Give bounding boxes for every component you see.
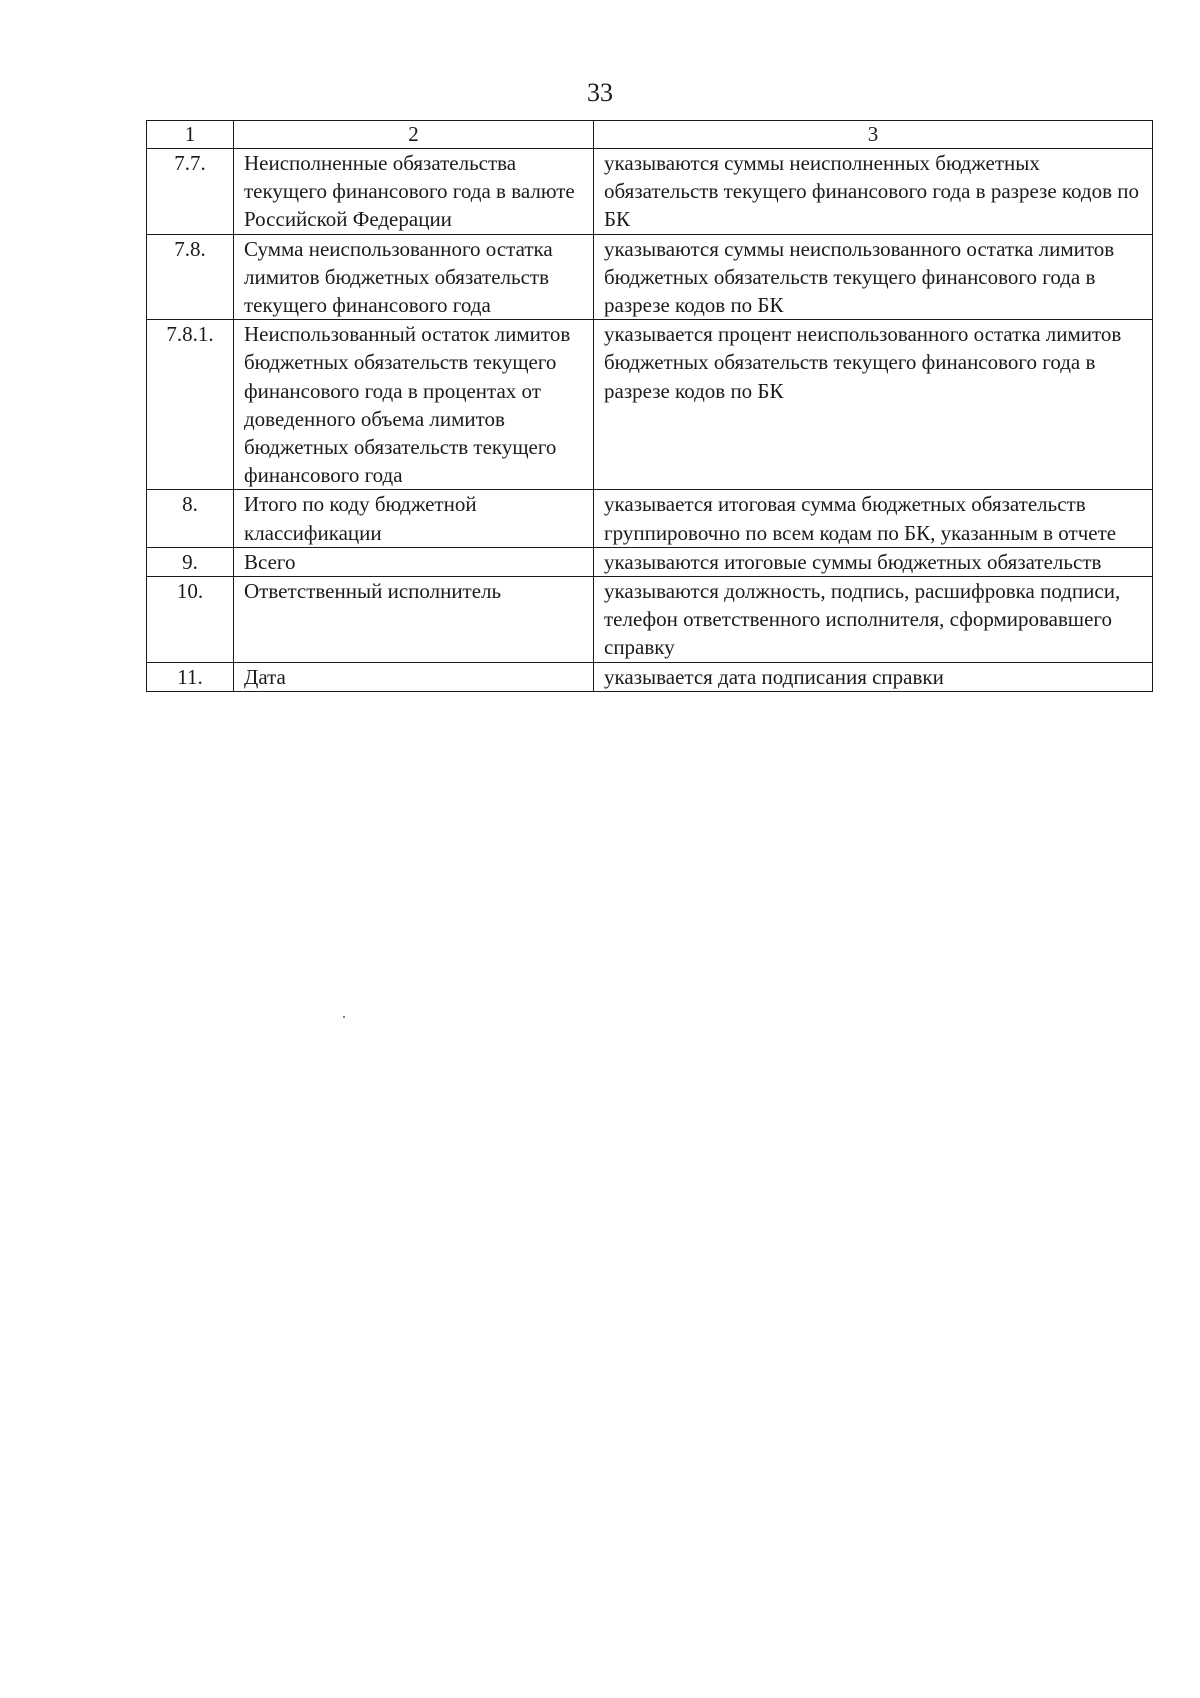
row-number: 11. [147,662,234,691]
row-description: указываются суммы неисполненных бюджетных обязательств текущего финансового года в разрезе кодов по БК [594,149,1153,235]
row-number: 8. [147,490,234,547]
table-row [147,320,1153,490]
row-number: 9. [147,547,234,576]
header-cell-1: 1 [147,121,234,149]
row-name: Неисполненные обязательства текущего финансового года в валюте Российской Федерации [234,149,594,235]
row-name: Всего [234,547,594,576]
table-row [147,547,1153,576]
table-row [147,662,1153,691]
row-name: Сумма неиспользованного остатка лимитов бюджетных обязательств текущего финансового года [234,234,594,320]
row-number: 7.7. [147,149,234,235]
row-name: Ответственный исполнитель [234,577,594,663]
row-number: 7.8.1. [147,320,234,490]
scan-speck [343,1016,345,1018]
header-cell-3: 3 [594,121,1153,149]
row-name: Дата [234,662,594,691]
row-name: Итого по коду бюджетной классификации [234,490,594,547]
table-row [147,577,1153,663]
page-number: 33 [587,78,613,107]
table-row [147,149,1153,235]
row-description: указываются суммы неиспользованного остатка лимитов бюджетных обязательств текущего финансового года в разрезе кодов по БК [594,234,1153,320]
row-description: указывается дата подписания справки [594,662,1153,691]
row-number: 7.8. [147,234,234,320]
header-cell-2: 2 [234,121,594,149]
row-name: Неиспользованный остаток лимитов бюджетных обязательств текущего финансового года в процентах от доведенного объема лимитов бюджетных обязательств текущего финансового года [234,320,594,490]
table-header-row [147,121,1153,149]
row-description: указываются итоговые суммы бюджетных обязательств [594,547,1153,576]
row-number: 10. [147,577,234,663]
specification-table [146,120,1153,692]
row-description: указываются должность, подпись, расшифровка подписи, телефон ответственного исполнителя, сформировавшего справку [594,577,1153,663]
row-description: указывается процент неиспользованного остатка лимитов бюджетных обязательств текущего финансового года в разрезе кодов по БК [594,320,1153,490]
table-row [147,490,1153,547]
table-row [147,234,1153,320]
row-description: указывается итоговая сумма бюджетных обязательств группировочно по всем кодам по БК, указанным в отчете [594,490,1153,547]
